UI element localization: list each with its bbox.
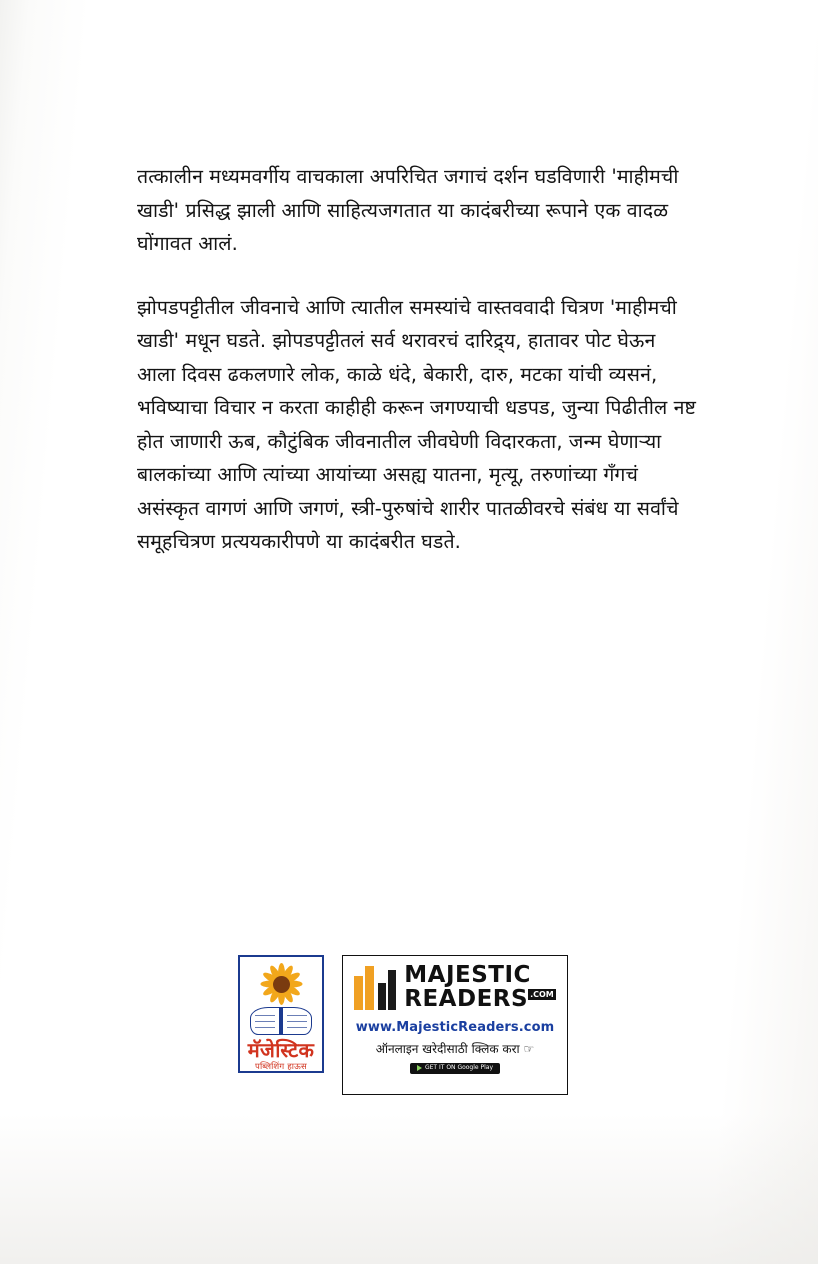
blurb-paragraph-1: तत्कालीन मध्यमवर्गीय वाचकाला अपरिचित जगाचं दर्शन घडविणारी 'माहीमची खाडी' प्रसिद्ध झाली आणि साहित्यजगतात या कादंबरीच्या रूपाने एक वादळ घोंगावत आलं. [137,165,679,256]
google-play-badge-label: GET IT ON Google Play [424,1064,494,1071]
majestic-readers-wordmark [346,964,563,1011]
majestic-logo-name: मॅजेस्टिक [247,1037,315,1062]
readers-brand-line-1: MAJESTIC [404,962,531,988]
pointing-hand-icon: ☞ [523,1042,535,1056]
play-triangle-icon [417,1065,422,1071]
majestic-publishing-logo [238,955,324,1073]
majestic-readers-promo-box[interactable] [342,955,568,1095]
online-purchase-cta[interactable] [376,1040,535,1057]
google-play-badge[interactable] [410,1063,500,1074]
blurb-paragraph-2: झोपडपट्टीतील जीवनाचे आणि त्यातील समस्यांचे वास्तववादी चित्रण 'माहीमची खाडी' मधून घडते. झोपडपट्टीतलं सर्व थरावरचं दारिद्र्य, हातावर पोट घेऊन आला दिवस ढकलणारे लोक, काळे धंदे, बेकारी, दारु, मटका यांची व्यसनं, भविष्याचा विचार न करता काहीही करून जगण्याची धडपड, जुन्या पिढीतील नष्ट होत जाणारी ऊब, कौटुंबिक जीवनातील जीवघेणी विदारकता, जन्म घेणाऱ्या बालकांच्या आणि त्यांच्या आयांच्या असह्य यातना, मृत्यू, तरुणांच्या गँगचं असंस्कृत वागणं आणि जगणं, स्त्री-पुरुषांचे शारीर पातळीवरचे संबंध या सर्वांचे समूहचित्रण प्रत्ययकारीपणे या कादंबरीत घडते. [137,295,696,554]
sunflower-icon [258,964,304,1005]
online-purchase-cta-label: ऑनलाइन खरेदीसाठी क्लिक करा [375,1042,520,1056]
blurb-text-block [137,160,697,559]
majestic-logo-tagline: पब्लिशिंग हाऊस [255,1061,307,1072]
readers-brand-suffix: .COM [530,990,554,1000]
majestic-readers-website-link[interactable]: www.MajesticReaders.com [355,1020,555,1035]
readers-brand-line-2: READERS [404,986,529,1012]
m-logo-icon [354,966,398,1010]
open-book-icon [250,1007,312,1034]
publisher-logos [238,955,568,1095]
